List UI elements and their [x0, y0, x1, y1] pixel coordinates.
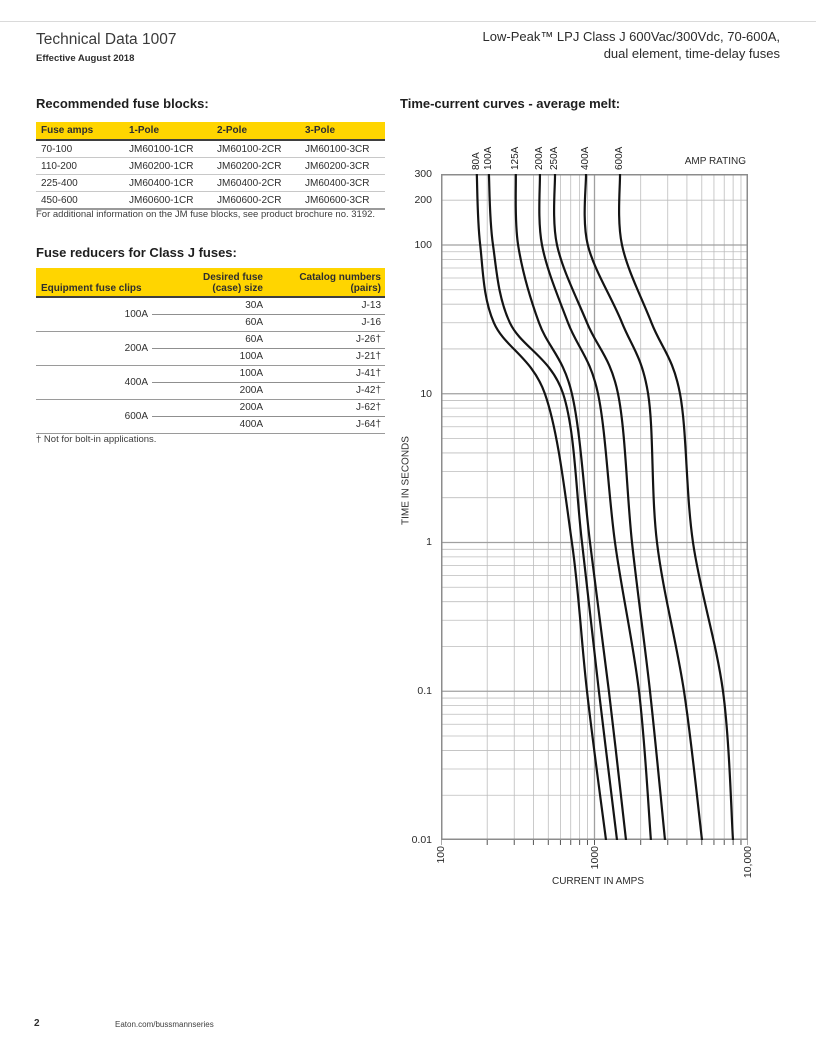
- doc-effective-date: Effective August 2018: [36, 53, 135, 64]
- table-row: 200A J-62†: [152, 400, 385, 417]
- footer-website: Eaton.com/bussmannseries: [115, 1020, 214, 1029]
- curve-label-125A: 125A: [509, 146, 521, 170]
- table-row: 60A J-16: [245, 317, 381, 329]
- column-header-clips: Equipment fuse clips: [41, 283, 142, 294]
- reducer-group: [36, 399, 385, 433]
- y-tick-label: 10: [420, 387, 432, 400]
- curve-label-100A: 100A: [482, 146, 494, 170]
- x-tick-label: 100: [435, 846, 447, 864]
- product-title-line2: dual element, time-delay fuses: [603, 45, 780, 61]
- product-title-line1: Low-Peak™ LPJ Class J 600Vac/300Vdc, 70-600A,: [482, 29, 780, 44]
- column-header-size: Desired fuse (case) size: [202, 272, 263, 294]
- top-rule: [0, 21, 816, 22]
- table-row: 110-200 JM60200-1CR JM60200-2CR JM60200-3CR: [36, 158, 385, 175]
- equipment-clips-label: 600A: [124, 411, 148, 422]
- fuse-reducers-header-row: [36, 268, 385, 298]
- table-row: 200A J-42†: [239, 385, 381, 397]
- x-axis-title: CURRENT IN AMPS: [551, 876, 645, 887]
- y-axis-title: TIME IN SECONDS: [400, 436, 412, 525]
- fuse-blocks-note: For additional information on the JM fuse blocks, see product brochure no. 3192.: [36, 209, 376, 220]
- fuse-blocks-body: [36, 140, 385, 209]
- table-row: 225-400 JM60400-1CR JM60400-2CR JM60400-3CR: [36, 175, 385, 192]
- table-row: 70-100 JM60100-1CR JM60100-2CR JM60100-3CR: [41, 143, 370, 155]
- table-row: 450-600 JM60600-1CR JM60600-2CR JM60600-3CR: [36, 192, 385, 210]
- page-number: 2: [34, 1018, 40, 1029]
- column-header: 2-Pole: [212, 122, 300, 140]
- column-header: Fuse amps: [36, 122, 124, 140]
- melt-curve-600A: [619, 174, 733, 840]
- chart-title: Time-current curves - average melt:: [400, 96, 621, 111]
- x-tick-label: 10,000: [742, 846, 754, 879]
- time-current-chart: [441, 174, 748, 852]
- table-row: 60A J-26†: [152, 332, 385, 349]
- y-tick-label: 200: [414, 194, 432, 207]
- y-tick-label: 1: [426, 536, 432, 549]
- equipment-clips-label: 100A: [124, 309, 148, 320]
- curve-label-80A: 80A: [470, 152, 482, 170]
- fuse-reducers-body: [36, 298, 385, 434]
- fuse-blocks-table: [36, 122, 385, 210]
- table-row: 30A J-13: [152, 298, 385, 315]
- column-header: 1-Pole: [124, 122, 212, 140]
- table-row: 100A J-41†: [152, 366, 385, 383]
- doc-title: Technical Data 1007: [36, 31, 177, 48]
- curve-label-250A: 250A: [549, 146, 560, 170]
- fuse-blocks-header-row: [36, 122, 385, 140]
- y-tick-label: 0.1: [417, 685, 432, 698]
- y-tick-label: 100: [414, 238, 432, 251]
- equipment-clips-label: 400A: [124, 377, 148, 388]
- table-row: 400A J-64†: [239, 419, 381, 431]
- curve-label-400A: 400A: [579, 146, 591, 170]
- fuse-blocks-heading: Recommended fuse blocks:: [36, 96, 209, 111]
- curve-label-600A: 600A: [614, 146, 625, 170]
- table-row: 100A J-21†: [239, 351, 381, 363]
- column-header-catalog: Catalog numbers (pairs): [299, 272, 381, 294]
- reducer-group: [36, 365, 385, 399]
- amp-rating-label: AMP RATING: [684, 156, 746, 167]
- column-header: 3-Pole: [300, 122, 385, 140]
- fuse-reducers-table: [36, 268, 385, 434]
- x-tick-label: 1000: [588, 846, 601, 870]
- reducer-group: [36, 298, 385, 331]
- y-tick-label: 300: [414, 168, 432, 180]
- product-title: [483, 29, 780, 62]
- reducer-group: [36, 331, 385, 365]
- fuse-reducers-footnote: † Not for bolt-in applications.: [36, 434, 157, 445]
- equipment-clips-label: 200A: [124, 343, 148, 354]
- curve-label-200A: 200A: [533, 146, 545, 170]
- y-tick-label: 0.01: [411, 834, 432, 846]
- fuse-reducers-heading: Fuse reducers for Class J fuses:: [36, 245, 237, 260]
